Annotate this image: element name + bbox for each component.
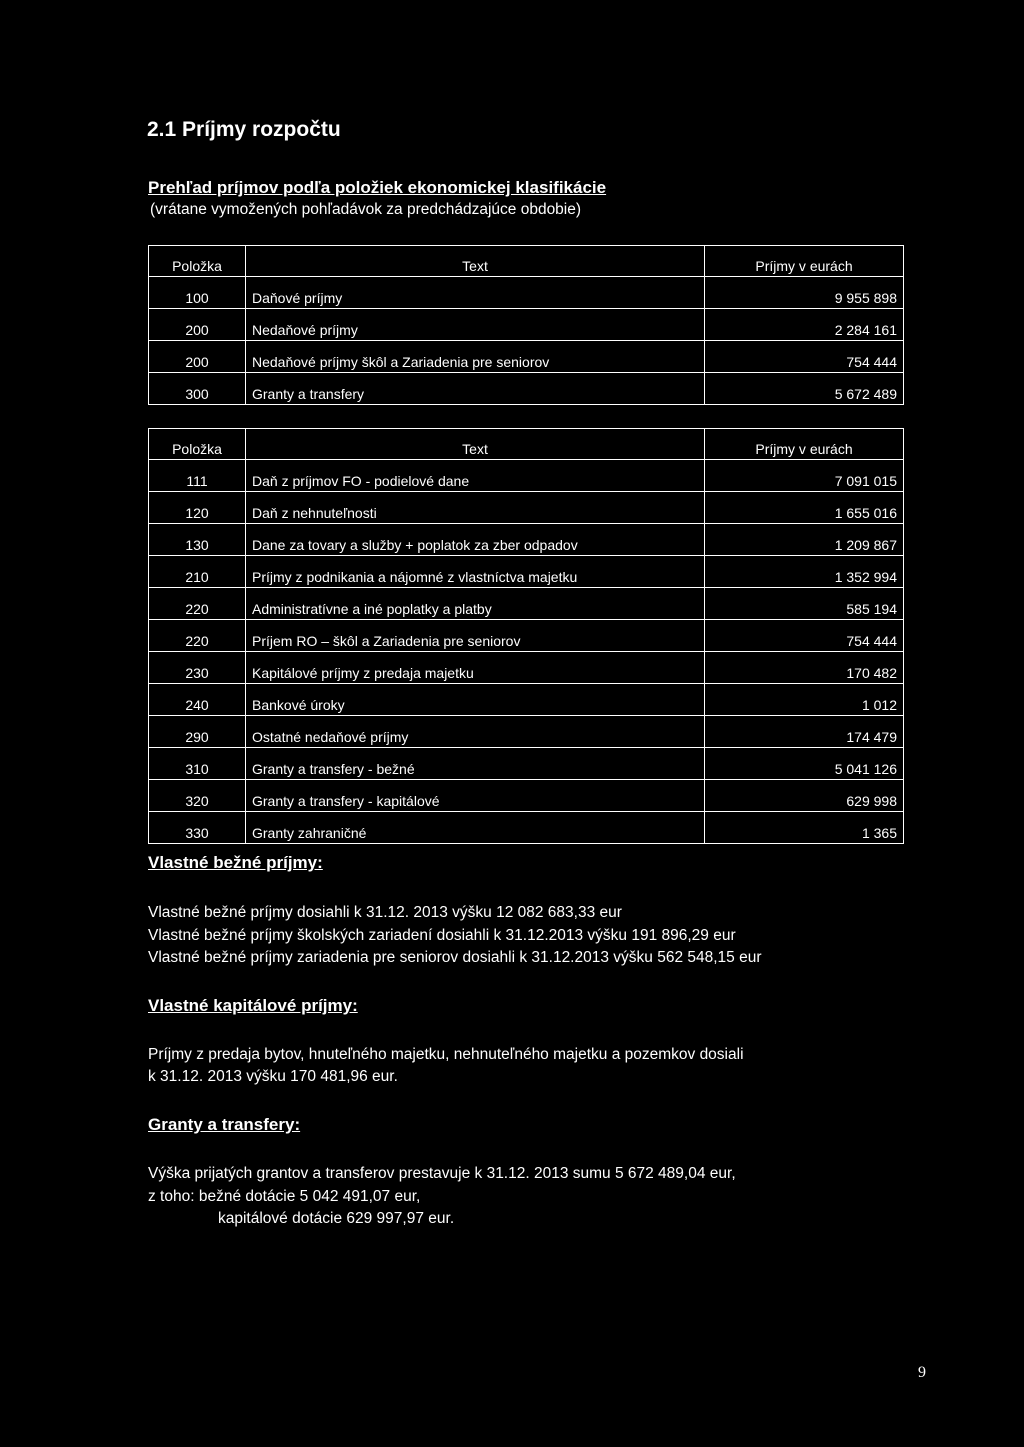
cell-text: Dane za tovary a služby + poplatok za zber odpadov <box>246 524 705 556</box>
cell-amount: 754 444 <box>705 620 904 652</box>
header-code: Položka <box>149 429 246 460</box>
cell-code: 310 <box>149 748 246 780</box>
table-row <box>149 524 904 556</box>
current-revenue-line: Vlastné bežné príjmy dosiahli k 31.12. 2013 výšku 12 082 683,33 eur <box>148 904 622 921</box>
page-number: 9 <box>918 1364 926 1381</box>
table-header-row <box>149 246 904 277</box>
cell-amount: 170 482 <box>705 652 904 684</box>
table-row <box>149 556 904 588</box>
table-row <box>149 373 904 405</box>
cell-code: 330 <box>149 812 246 844</box>
cell-amount: 5 041 126 <box>705 748 904 780</box>
table-row <box>149 309 904 341</box>
cell-text: Granty a transfery - kapitálové <box>246 780 705 812</box>
cell-text: Nedaňové príjmy škôl a Zariadenia pre seniorov <box>246 341 705 373</box>
detail-table <box>148 428 904 844</box>
table-row <box>149 492 904 524</box>
overview-heading: Prehľad príjmov podľa položiek ekonomickej klasifikácie <box>148 178 607 197</box>
table-row <box>149 277 904 309</box>
cell-text: Bankové úroky <box>246 684 705 716</box>
cell-code: 290 <box>149 716 246 748</box>
current-revenue-line: Vlastné bežné príjmy školských zariadení dosiahli k 31.12.2013 výšku 191 896,29 eur <box>148 927 736 944</box>
grants-line: z toho: bežné dotácie 5 042 491,07 eur, <box>148 1188 421 1205</box>
cell-text: Daň z príjmov FO - podielové dane <box>246 460 705 492</box>
cell-amount: 1 352 994 <box>705 556 904 588</box>
table-row <box>149 588 904 620</box>
cell-text: Daňové príjmy <box>246 277 705 309</box>
overview-note: (vrátane vymožených pohľadávok za predchádzajúce obdobie) <box>150 201 582 218</box>
table-row <box>149 780 904 812</box>
cell-amount: 7 091 015 <box>705 460 904 492</box>
section-title: 2.1 Príjmy rozpočtu <box>147 118 341 141</box>
current-revenue-line: Vlastné bežné príjmy zariadenia pre seniorov dosiahli k 31.12.2013 výšku 562 548,15 eur <box>148 949 762 966</box>
cell-text: Granty a transfery <box>246 373 705 405</box>
cell-code: 210 <box>149 556 246 588</box>
cell-code: 130 <box>149 524 246 556</box>
grants-line: kapitálové dotácie 629 997,97 eur. <box>218 1210 455 1227</box>
capital-revenue-heading: Vlastné kapitálové príjmy: <box>148 996 358 1015</box>
cell-code: 120 <box>149 492 246 524</box>
table-row <box>149 652 904 684</box>
cell-amount: 5 672 489 <box>705 373 904 405</box>
cell-text: Daň z nehnuteľnosti <box>246 492 705 524</box>
cell-amount: 9 955 898 <box>705 277 904 309</box>
capital-revenue-line: Príjmy z predaja bytov, hnuteľného majetku, nehnuteľného majetku a pozemkov dosiali <box>148 1046 744 1063</box>
summary-table <box>148 245 904 405</box>
cell-amount: 629 998 <box>705 780 904 812</box>
cell-text: Granty zahraničné <box>246 812 705 844</box>
table-row <box>149 748 904 780</box>
cell-text: Príjmy z podnikania a nájomné z vlastníctva majetku <box>246 556 705 588</box>
header-amount: Príjmy v eurách <box>705 246 904 277</box>
cell-code: 230 <box>149 652 246 684</box>
current-revenue-heading: Vlastné bežné príjmy: <box>148 853 323 872</box>
cell-text: Ostatné nedaňové príjmy <box>246 716 705 748</box>
grants-heading: Granty a transfery: <box>148 1115 301 1134</box>
cell-code: 320 <box>149 780 246 812</box>
cell-code: 200 <box>149 309 246 341</box>
table-row <box>149 460 904 492</box>
table-header-row <box>149 429 904 460</box>
grants-line: Výška prijatých grantov a transferov prestavuje k 31.12. 2013 sumu 5 672 489,04 eur, <box>148 1165 736 1182</box>
table-row <box>149 341 904 373</box>
cell-code: 240 <box>149 684 246 716</box>
cell-text: Nedaňové príjmy <box>246 309 705 341</box>
cell-amount: 1 655 016 <box>705 492 904 524</box>
header-text: Text <box>246 429 705 460</box>
header-amount: Príjmy v eurách <box>705 429 904 460</box>
cell-code: 100 <box>149 277 246 309</box>
cell-code: 300 <box>149 373 246 405</box>
cell-code: 220 <box>149 620 246 652</box>
header-code: Položka <box>149 246 246 277</box>
cell-code: 111 <box>149 460 246 492</box>
cell-text: Granty a transfery - bežné <box>246 748 705 780</box>
cell-text: Administratívne a iné poplatky a platby <box>246 588 705 620</box>
cell-amount: 754 444 <box>705 341 904 373</box>
cell-text: Kapitálové príjmy z predaja majetku <box>246 652 705 684</box>
capital-revenue-line: k 31.12. 2013 výšku 170 481,96 eur. <box>148 1068 398 1085</box>
cell-amount: 1 365 <box>705 812 904 844</box>
table-row <box>149 716 904 748</box>
cell-amount: 2 284 161 <box>705 309 904 341</box>
cell-code: 220 <box>149 588 246 620</box>
table-row <box>149 620 904 652</box>
header-text: Text <box>246 246 705 277</box>
table-row <box>149 812 904 844</box>
table-row <box>149 684 904 716</box>
cell-amount: 1 209 867 <box>705 524 904 556</box>
cell-amount: 1 012 <box>705 684 904 716</box>
cell-code: 200 <box>149 341 246 373</box>
cell-amount: 585 194 <box>705 588 904 620</box>
cell-amount: 174 479 <box>705 716 904 748</box>
cell-text: Príjem RO – škôl a Zariadenia pre seniorov <box>246 620 705 652</box>
